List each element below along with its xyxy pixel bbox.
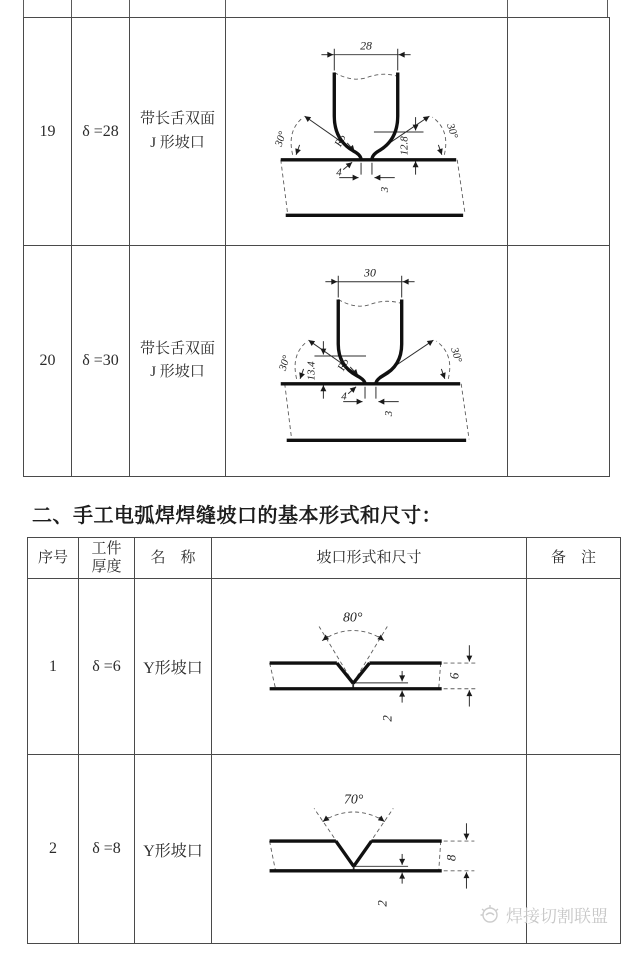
row-number: 20	[39, 352, 56, 369]
row2-thickness-cell	[79, 755, 135, 943]
dim-label-gap: 3	[382, 410, 395, 417]
watermark-logo-icon	[478, 901, 504, 927]
thickness-value: δ =6	[92, 657, 121, 675]
dim-label-gap: 3	[378, 186, 391, 192]
dim-label-depth: 12.8	[398, 135, 411, 155]
header-label: 备 注	[550, 550, 596, 566]
table-column-stub	[225, 0, 226, 18]
row20-name-cell	[130, 246, 226, 476]
table-column-stub	[129, 0, 130, 18]
header-label: 坡口形式和尺寸	[316, 550, 422, 566]
header-label: 厚度	[91, 559, 122, 575]
groove-name-line1: 带长舌双面	[139, 340, 215, 357]
dim-label-top-width: 30	[363, 265, 376, 280]
dim-label-radius: R5	[334, 356, 351, 373]
row2-no-cell	[28, 755, 79, 943]
header-form	[212, 538, 527, 579]
dim-label-root-gap: 2	[374, 900, 389, 907]
row-number: 1	[49, 657, 57, 675]
dim-label-top-width: 28	[359, 38, 372, 53]
row19-diagram-cell	[226, 18, 508, 246]
dim-label-angle-left: 30°	[276, 353, 293, 373]
row19-name-cell	[130, 18, 226, 246]
top-table	[23, 17, 610, 477]
row20-diagram-cell	[226, 246, 508, 476]
dim-label-plate-thickness: 6	[446, 672, 461, 679]
groove-name: Y形坡口	[143, 660, 203, 677]
dim-label-root-gap: 2	[379, 714, 394, 722]
dim-label-root-face: 4	[340, 390, 347, 403]
thickness-value: δ =30	[82, 352, 119, 369]
row-number: 2	[49, 840, 57, 857]
header-label: 工件	[91, 541, 122, 557]
row1-name-cell	[135, 579, 212, 755]
groove-name-line2: J 形坡口	[150, 134, 205, 151]
dim-label-angle-right: 30°	[447, 346, 464, 365]
j-groove-diagram-19	[227, 19, 507, 245]
watermark-text: 焊接切割联盟	[506, 906, 608, 926]
dim-label-plate-thickness: 8	[444, 854, 459, 862]
row2-name-cell	[135, 755, 212, 943]
bottom-table	[27, 537, 621, 944]
dim-label-depth: 13.4	[304, 361, 317, 381]
watermark	[478, 901, 608, 927]
dim-label-radius: R5	[331, 132, 348, 149]
dim-label-angle-left: 30°	[272, 129, 289, 148]
j-groove-diagram-20	[227, 247, 507, 475]
header-notes	[527, 538, 620, 579]
groove-name: Y形坡口	[143, 842, 203, 860]
row20-no-cell	[24, 246, 72, 476]
row19-no-cell	[24, 18, 72, 246]
thickness-value: δ =8	[92, 840, 121, 857]
row1-thickness-cell	[79, 579, 135, 755]
dim-label-angle-right: 30°	[443, 121, 460, 140]
header-label: 序号	[37, 550, 68, 566]
row19-thickness-cell	[72, 18, 130, 246]
table-column-stub	[23, 0, 24, 18]
table-column-stub	[607, 0, 608, 18]
groove-name-line1: 带长舌双面	[139, 111, 215, 128]
row1-no-cell	[28, 579, 79, 755]
table-column-stub	[507, 0, 508, 18]
row20-thickness-cell	[72, 246, 130, 476]
groove-name-line2: J 形坡口	[150, 364, 205, 380]
header-label: 名 称	[150, 550, 196, 566]
header-name	[135, 538, 212, 579]
dim-label-root-face: 4	[335, 166, 342, 179]
y-groove-diagram-1	[213, 580, 526, 754]
dim-label-angle: 70°	[343, 791, 363, 807]
table-column-stub	[71, 0, 72, 18]
header-no	[28, 538, 79, 579]
section-title: 二、手工电弧焊焊缝坡口的基本形式和尺寸：	[32, 505, 442, 527]
row19-notes-cell	[508, 18, 609, 246]
row-number: 19	[39, 122, 56, 140]
row1-diagram-cell	[212, 579, 527, 755]
row1-notes-cell	[527, 579, 620, 755]
header-thickness	[79, 538, 135, 579]
thickness-value: δ =28	[82, 122, 119, 140]
row20-notes-cell	[508, 246, 609, 476]
dim-label-angle: 80°	[342, 609, 362, 625]
